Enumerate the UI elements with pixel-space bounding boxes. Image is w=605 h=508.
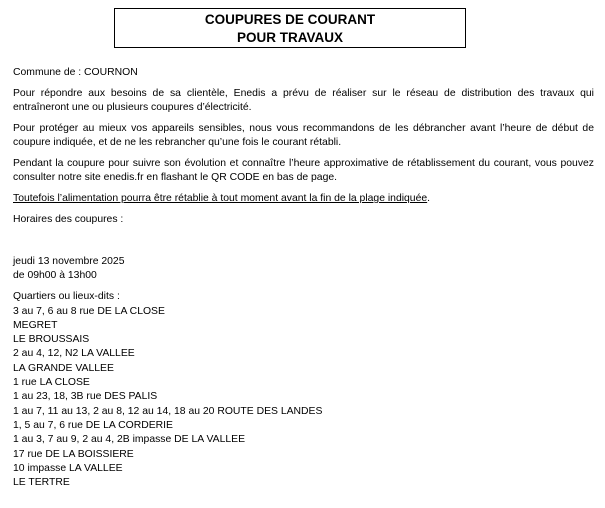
schedule-date: jeudi 13 novembre 2025 (13, 256, 125, 268)
title-line-1: COUPURES DE COURANT (204, 12, 376, 27)
location-item: 1, 5 au 7, 6 rue DE LA CORDERIE (13, 419, 173, 431)
spacer (13, 227, 594, 255)
notice-period: . (427, 193, 431, 205)
notice-paragraph (13, 192, 594, 206)
location-item: 2 au 4, 12, N2 LA VALLEE (13, 348, 135, 360)
location-item: 1 au 23, 18, 3B rue DES PALIS (13, 391, 158, 403)
locations-heading: Quartiers ou lieux-dits : (13, 291, 120, 303)
notice-content (13, 66, 594, 490)
location-item: 1 rue LA CLOSE (13, 377, 90, 389)
location-item: LE BROUSSAIS (13, 334, 90, 346)
location-item: 1 au 3, 7 au 9, 2 au 4, 2B impasse DE LA VALLEE (13, 434, 246, 446)
schedule-time: de 09h00 à 13h00 (13, 270, 97, 282)
paragraph-protection: Pour protéger au mieux vos appareils sensibles, nous vous recommandons de les débrancher avant l’heure de début de coupure indiquée, et de ne les rebrancher qu’une fois le courant rétabli. (13, 122, 594, 149)
paragraph-intro: Pour répondre aux besoins de sa clientèle, Enedis a prévu de réaliser sur le réseau de distribution des travaux qui entraîneront une ou plusieurs coupures d’électricité. (13, 87, 594, 114)
title-box (114, 8, 466, 48)
location-item: 1 au 7, 11 au 13, 2 au 8, 12 au 14, 18 au 20 ROUTE DES LANDES (13, 405, 323, 417)
location-item: LA GRANDE VALLEE (13, 362, 114, 374)
location-item: LE TERTRE (13, 477, 70, 489)
schedule-heading: Horaires des coupures : (13, 213, 124, 225)
location-item: 17 rue DE LA BOISSIERE (13, 448, 134, 460)
location-item: MEGRET (13, 319, 58, 331)
location-item: 10 impasse LA VALLEE (13, 462, 123, 474)
title-line-2: POUR TRAVAUX (236, 30, 343, 45)
commune-line: Commune de : COURNON (13, 67, 138, 78)
notice-underlined-text: Toutefois l’alimentation pourra être rétablie à tout moment avant la fin de la plage indiquée (13, 193, 428, 205)
location-item: 3 au 7, 6 au 8 rue DE LA CLOSE (13, 305, 165, 317)
paragraph-tracking: Pendant la coupure pour suivre son évolution et connaître l’heure approximative de rétablissement du courant, vous pouvez consulter notre site enedis.fr en flashant le QR CODE en bas de page. (13, 157, 594, 184)
